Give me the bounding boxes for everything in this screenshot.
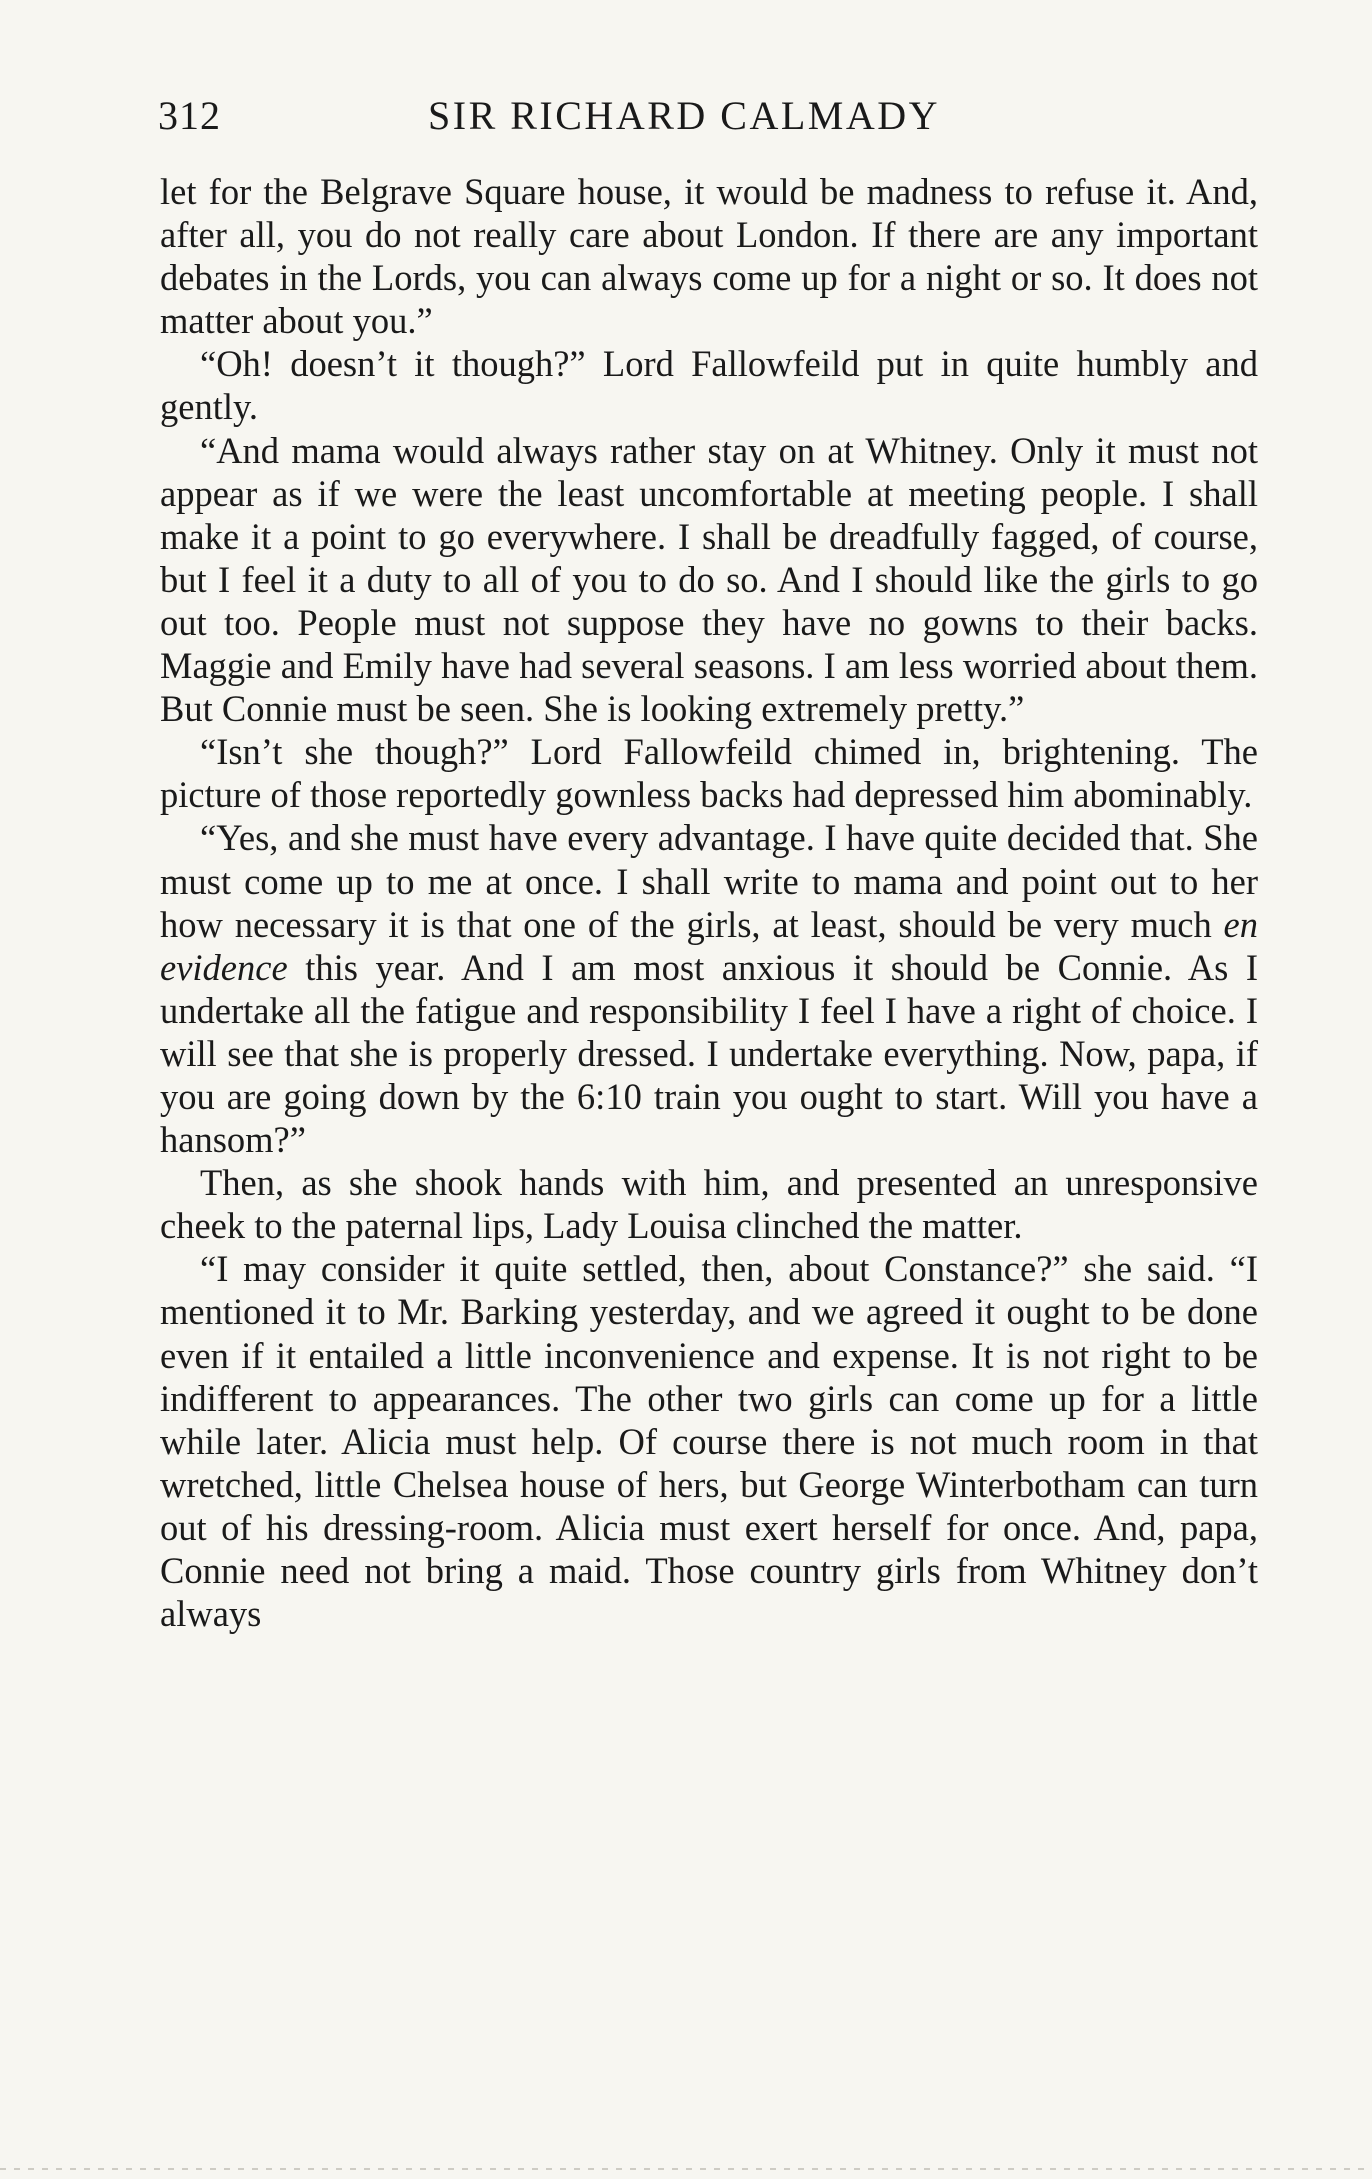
text-run: “And mama would always rather stay on at Whitney. Only it must not appear as if we were the least uncomfortable at meeting people. I shall make it a point to go everywhere. I shall be dreadfully fagged, of course, but I feel it a duty to all of you to do so. And I should like the girls to go out too. People must not suppose they have no gowns to their backs. Maggie and Emily have had several seasons. I am less worried about them. But Connie must be seen. She is looking extremely pretty.”: [160, 429, 1258, 730]
paragraph: [160, 730, 1258, 816]
text-run: “Isn’t she though?” Lord Fallowfeild chimed in, brightening. The picture of those reportedly gownless backs had depressed him abominably.: [160, 731, 1258, 816]
page-number: 312: [158, 93, 221, 138]
text-run: “Oh! doesn’t it though?” Lord Fallowfeild put in quite humbly and gently.: [160, 343, 1258, 428]
paragraph: [160, 342, 1258, 428]
text-run: “Yes, and she must have every advantage. I have quite decided that. She must come up to me at once. I shall write to mama and point out to her how necessary it is that one of the girls, at least, should be very much: [160, 817, 1258, 945]
page-edge-divider: [0, 2168, 1372, 2170]
paragraph: [160, 816, 1258, 1161]
paragraph: [160, 170, 1258, 342]
italic-phrase: en evidence: [160, 903, 1258, 988]
body-text: [160, 170, 1258, 1635]
text-run: Then, as she shook hands with him, and presented an unresponsive cheek to the paternal lips, Lady Louisa clinched the matter.: [160, 1162, 1258, 1247]
paragraph: [160, 1161, 1258, 1247]
text-run: let for the Belgrave Square house, it would be madness to refuse it. And, after all, you do not really care about London. If there are any important debates in the Lords, you can always come up for a night or so. It does not matter about you.”: [160, 171, 1258, 342]
running-title: SIR RICHARD CALMADY: [428, 93, 940, 138]
text-run: this year. And I am most anxious it should be Connie. As I undertake all the fatigue and responsibility I feel I have a right of choice. I will see that she is properly dressed. I undertake everything. Now, papa, if you are going down by the 6:10 train you ought to start. Will you have a hansom?”: [160, 946, 1258, 1161]
page-header: [158, 86, 1266, 146]
paragraph: [160, 1247, 1258, 1635]
text-run: “I may consider it quite settled, then, about Constance?” she said. “I mentioned it to Mr. Barking yesterday, and we agreed it ought to be done even if it entailed a little inconvenience and expense. It is not right to be indifferent to appearances. The other two girls can come up for a little while later. Alicia must help. Of course there is not much room in that wretched, little Chelsea house of hers, but George Winterbotham can turn out of his dressing-room. Alicia must exert herself for once. And, papa, Connie need not bring a maid. Those country girls from Whitney don’t always: [160, 1248, 1258, 1635]
paragraph: [160, 429, 1258, 731]
